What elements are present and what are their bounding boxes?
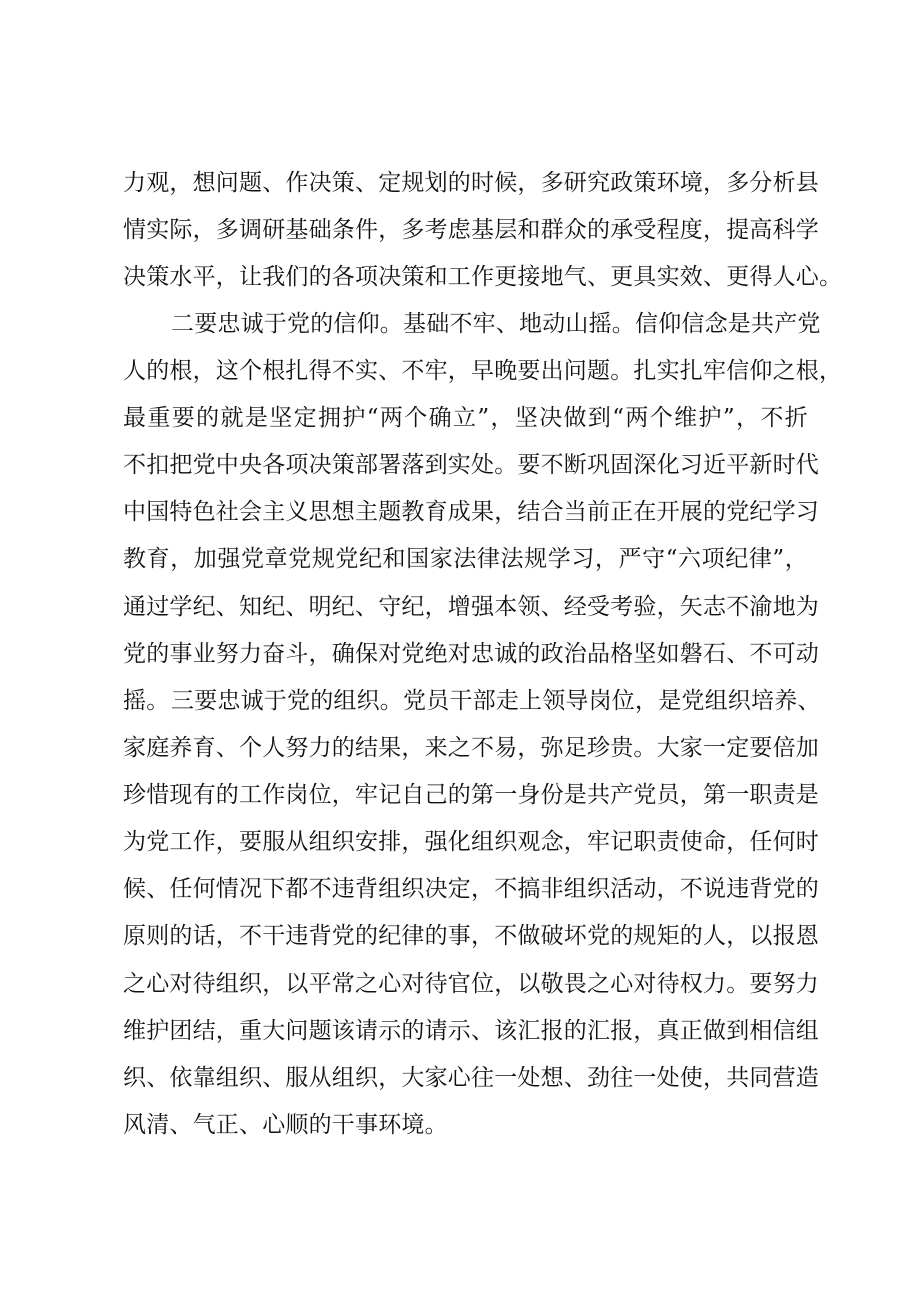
paragraph-2 [123,301,843,725]
text-line: 决策水平，让我们的各项决策和工作更接地气、更具实效、更得人心。 [123,264,843,291]
text-line: 织、依靠组织、服从组织，大家心往一处想、劲往一处使，共同营造 [123,1064,819,1091]
text-line: 力观，想问题、作决策、定规划的时候，多研究政策环境，多分析县 [123,170,819,196]
text-line: 最重要的就是坚定拥护“两个确立”，坚决做到“两个维护”，不折 [123,405,808,432]
text-line: 三要忠诚于党的组织。党员干部走上领导岗位，是党组织培养、 [171,688,821,714]
text-line: 家庭养育、个人努力的结果，来之不易，弥足珍贵。大家一定要倍加 [123,735,819,762]
text-line: 二要忠诚于党的信仰。基础不牢、地动山摇。信仰信念是共产党 [171,311,821,337]
paragraph-3 [123,678,821,1149]
text-line: 珍惜现有的工作岗位，牢记自己的第一身份是共产党员，第一职责是 [123,782,819,809]
text-line: 维护团结，重大问题该请示的请示、该汇报的汇报，真正做到相信组 [123,1017,819,1044]
text-line: 人的根，这个根扎得不实、不牢，早晚要出问题。扎实扎牢信仰之根， [123,358,843,385]
text-line: 候、任何情况下都不违背组织决定，不搞非组织活动，不说违背党的 [123,876,819,903]
text-line: 中国特色社会主义思想主题教育成果，结合当前正在开展的党纪学习 [123,499,819,526]
paragraph-1 [123,160,843,301]
text-line: 党的事业努力奋斗，确保对党绝对忠诚的政治品格坚如磐石、不可动 [123,640,819,667]
text-line: 教育，加强党章党规党纪和国家法律法规学习，严守“六项纪律”， [123,546,808,573]
text-line: 原则的话，不干违背党的纪律的事，不做破坏党的规矩的人，以报恩 [123,923,819,950]
text-line: 通过学纪、知纪、明纪、守纪，增强本领、经受考验，矢志不渝地为 [123,593,819,620]
text-line: 情实际，多调研基础条件，多考虑基层和群众的承受程度，提高科学 [123,217,819,244]
text-line: 不扣把党中央各项决策部署落到实处。要不断巩固深化习近平新时代 [123,452,819,479]
text-line: 风清、气正、心顺的干事环境。 [123,1111,448,1138]
text-line: 之心对待组织，以平常之心对待官位，以敬畏之心对待权力。要努力 [123,970,819,997]
text-line: 为党工作，要服从组织安排，强化组织观念，牢记职责使命，任何时 [123,829,819,856]
text-line: 摇。 [123,687,170,714]
